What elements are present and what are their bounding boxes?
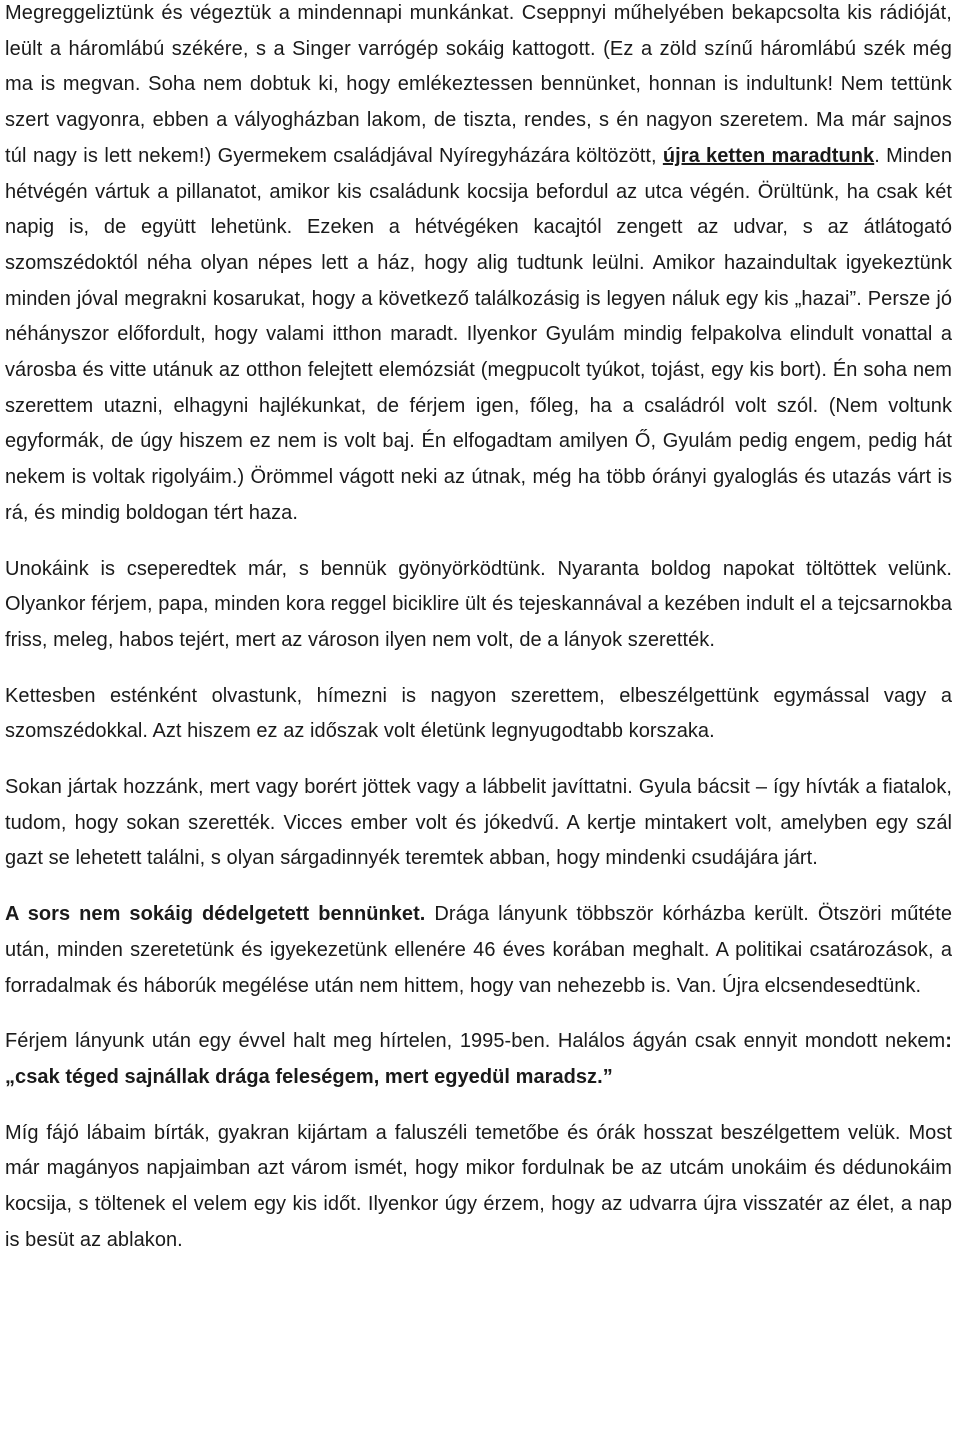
paragraph-5-rest: Drága lányunk többször kórházba került. Ötszöri műtéte után, minden szeretetünk és igyekezetünk ellenére 46 éves korában meghalt. A politikai csatározások, a forradalmak és háborúk megélése után nem hittem, hogy van nehezebb is. Van. Újra elcsendesedtünk. — [5, 903, 953, 997]
paragraph-1-rest: . Minden hétvégén vártuk a pillanatot, amikor kis családunk kocsija befordul az utca végén. Örültünk, ha csak két napig is, de együtt lehetünk. Ezeken a hétvégéken kacajtól zengett az udvar, s az átlátogató szomszédoktól néha olyan népes lett a ház, hogy alig tudtunk leülni. Amikor hazaindultak igyekeztünk minden jóval megrakni kosarukat, hogy a következő találkozásig is legyen náluk egy kis „hazai”. Persze jó néhányszor előfordult, hogy valami itthon maradt. Ilyenkor Gyulám mindig felpakolva elindult vonattal a városba és vitte utánuk az otthon felejtett elemózsiát (megpucolt tyúkot, tojást, egy kis bort). Én soha nem szerettem utazni, elhagyni hajlékunkat, de férjem igen, főleg, ha a családról volt szól. (Nem voltunk egyformák, de úgy hiszem ez nem is volt baj. Én elfogadtam amilyen Ő, Gyulám pedig engem, pedig hát nekem is voltak rigolyáim.) Örömmel vágott neki az útnak, még ha több órányi gyaloglás és utazás várt is rá, és mindig boldogan tért haza. — [5, 144, 953, 524]
paragraph-1-emphasis: újra ketten maradtunk — [662, 144, 875, 167]
document-page — [5, 0, 952, 1259]
paragraph-4: Sokan jártak hozzánk, mert vagy borért jöttek vagy a lábbelit javíttatni. Gyula bácsit – így hívták a fiatalok, tudom, hogy sokan szerették. Vicces ember volt és jókedvű. A kertje mintakert volt, amelyben egy szál gazt se lehetett találni, s olyan sárgadinnyék teremtek abban, hogy mindenki csudájára járt. — [5, 776, 952, 870]
paragraph-7: Míg fájó lábaim bírták, gyakran kijártam a faluszéli temetőbe és órák hosszat beszélgettem velük. Most már magányos napjaimban azt várom ismét, hogy mikor fordulnak be az utcám unokáim és dédunokáim kocsija, s töltenek el velem egy kis időt. Ilyenkor úgy érzem, hogy az udvarra újra visszatér az élet, a nap is besüt az ablakon. — [5, 1121, 952, 1251]
paragraph-1-lead: Gyermekem családjával Nyíregyházára költözött, — [217, 144, 663, 167]
paragraph-6-quote: : „csak téged sajnállak drága feleségem, mert egyedül maradsz.” — [5, 1030, 952, 1088]
paragraph-6-lead: Férjem lányunk után egy évvel halt meg hírtelen, 1995-ben. Halálos ágyán csak ennyit mondott nekem — [5, 1030, 946, 1053]
paragraph-3: Kettesben esténként olvastunk, hímezni is nagyon szerettem, elbeszélgettünk egymással vagy a szomszédokkal. Azt hiszem ez az időszak volt életünk legnyugodtabb korszaka. — [5, 684, 952, 743]
paragraph-1 — [5, 0, 952, 532]
paragraph-2: Unokáink is cseperedtek már, s bennük gyönyörködtünk. Nyaranta boldog napokat töltöttek velünk. Olyankor férjem, papa, minden kora reggel biciklire ült és tejeskannával a kezében indult el a tejcsarnokba friss, meleg, habos tejért, mert az városon ilyen nem volt, de a lányok szerették. — [5, 557, 952, 651]
paragraph-1-intro: Megreggeliztünk és végeztük a mindennapi munkánkat. Cseppnyi műhelyében bekapcsolta kis rádióját, leült a háromlábú székére, s a Singer varrógép sokáig kattogott. (Ez a zöld színű háromlábú szék még ma is megvan. Soha nem dobtuk ki, hogy emlékeztessen bennünket, honnan is indultunk! Nem tettünk szert vagyonra, ebben a vályogházban lakom, de tiszta, rendes, s én nagyon szeretem. Ma már sajnos túl nagy is lett nekem!) — [5, 2, 952, 167]
paragraph-5 — [5, 897, 952, 1004]
paragraph-6 — [5, 1024, 952, 1095]
paragraph-5-emphasis: A sors nem sokáig dédelgetett bennünket. — [5, 903, 426, 926]
